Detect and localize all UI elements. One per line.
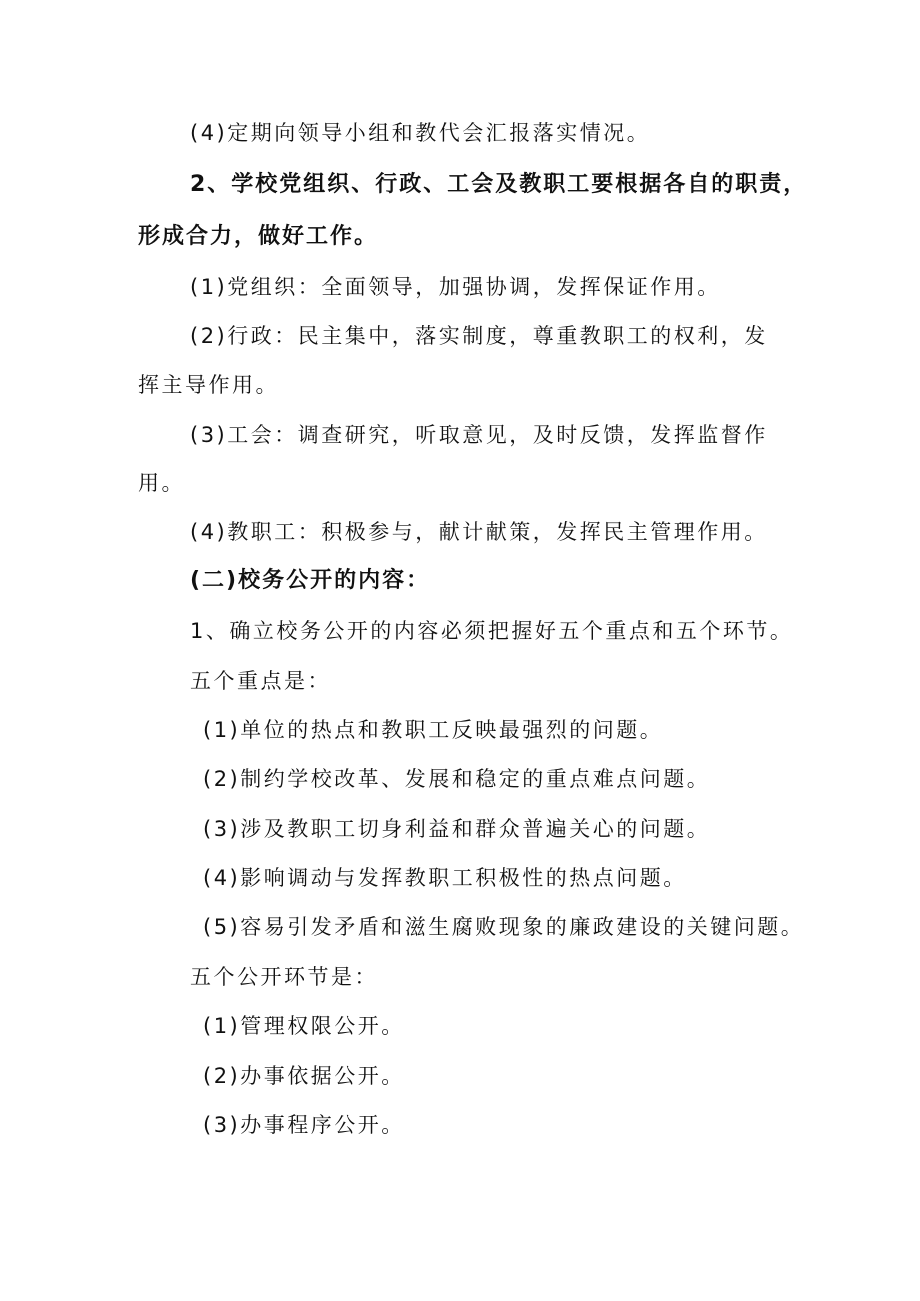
paragraph-line: (1)党组织：全面领导，加强协调，发挥保证作用。	[190, 275, 721, 299]
paragraph-line: (2)行政：民主集中，落实制度，尊重教职工的权利，发	[190, 324, 768, 348]
paragraph-line: 五个公开环节是：	[190, 965, 378, 989]
section-heading-line: 2、学校党组织、行政、工会及教职工要根据各自的职责，	[190, 172, 808, 197]
list-item: (1)单位的热点和教职工反映最强烈的问题。	[203, 718, 664, 742]
list-item: (2)办事依据公开。	[203, 1064, 405, 1088]
list-item: (5)容易引发矛盾和滋生腐败现象的廉政建设的关键问题。	[203, 915, 805, 939]
paragraph-line: 用。	[138, 471, 185, 495]
paragraph-line: 挥主导作用。	[138, 373, 279, 397]
list-item: (3)办事程序公开。	[203, 1113, 405, 1137]
list-item: (2)制约学校改革、发展和稳定的重点难点问题。	[203, 767, 711, 791]
list-item: (3)涉及教职工切身利益和群众普遍关心的问题。	[203, 817, 711, 841]
paragraph-line: 1、确立校务公开的内容必须把握好五个重点和五个环节。	[190, 619, 794, 643]
paragraph-line: (4)教职工：积极参与，献计献策，发挥民主管理作用。	[190, 520, 768, 544]
paragraph-line: 五个重点是：	[190, 669, 331, 693]
list-item: (4)影响调动与发挥教职工积极性的热点问题。	[203, 866, 687, 890]
subsection-heading: (二)校务公开的内容：	[190, 568, 431, 593]
list-item: (1)管理权限公开。	[203, 1014, 405, 1038]
paragraph-line: (3)工会：调查研究，听取意见，及时反馈，发挥监督作	[190, 423, 768, 447]
paragraph-line: (4)定期向领导小组和教代会汇报落实情况。	[190, 121, 651, 145]
section-heading-line: 形成合力，做好工作。	[138, 224, 379, 249]
